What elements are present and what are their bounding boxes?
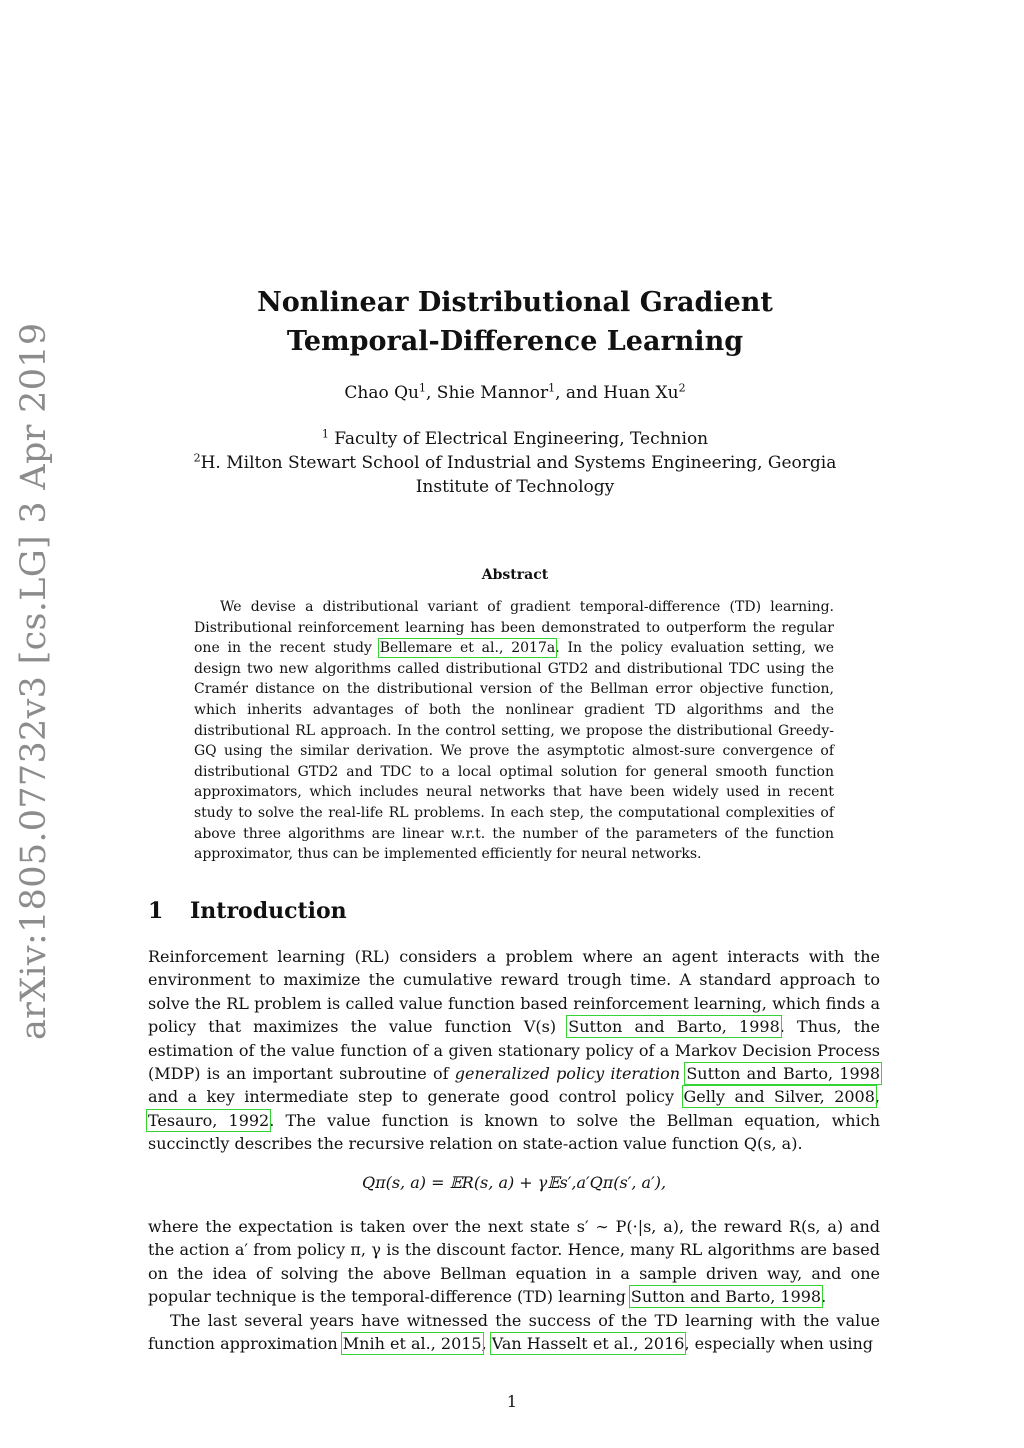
section-heading	[148, 898, 347, 924]
citation-link[interactable]: Tesauro, 1992	[148, 1110, 270, 1130]
author-name: , and Huan Xu	[555, 383, 679, 403]
affiliation-mark: 2	[193, 451, 201, 465]
intro-paragraph-2	[148, 1215, 880, 1355]
abstract-text: . In the policy evaluation setting, we design two new algorithms called distributional GTD2 and distributional TDC using the Cramér distance on the distributional version of the Bellman error objective function, which inherits advantages of both the nonlinear gradient TD algorithms and the distributional RL approach. In the control setting, we propose the distributional Greedy-GQ using the similar derivation. We prove the asymptotic almost-sure convergence of distributional GTD2 and TDC to a local optimal solution for general smooth function approximators, which includes neural networks that have been widely used in recent study to solve the real-life RL problems. In each step, the computational complexities of above three algorithms are linear w.r.t. the number of the parameters of the function approximator, thus can be implemented efficiently for neural networks.	[194, 640, 834, 863]
author-affiliation-mark: 1	[548, 381, 556, 395]
body-text: ,	[874, 1087, 881, 1107]
intro-paragraph-3	[148, 1309, 880, 1356]
paper-title-line-2: Temporal-Difference Learning	[286, 326, 744, 357]
page-number: 1	[506, 1392, 518, 1411]
paper-title-line-1: Nonlinear Distributional Gradient	[257, 287, 773, 318]
intro-paragraph-1	[148, 945, 880, 1156]
bellman-equation: Qπ(s, a) = 𝔼R(s, a) + γ𝔼s′,a′Qπ(s′, a′),	[361, 1173, 667, 1192]
affiliation-2	[150, 451, 880, 475]
citation-link[interactable]: Bellemare et al., 2017a	[379, 640, 556, 657]
citation-link[interactable]: Sutton and Barto, 1998	[568, 1017, 780, 1037]
author-name: , Shie Mannor	[426, 383, 549, 403]
citation-link[interactable]: Mnih et al., 2015	[342, 1334, 482, 1354]
emphasis-text: generalized policy iteration	[454, 1064, 681, 1084]
affiliation-1	[150, 427, 880, 451]
body-text: and a key intermediate step to generate good control policy	[148, 1087, 684, 1107]
citation-link[interactable]: Gelly and Silver, 2008	[683, 1087, 875, 1107]
body-text: . The value function is known to solve the Bellman equation, which succinctly describes the recursive relation on state-action value function Q(s, a).	[148, 1110, 880, 1154]
citation-link[interactable]: Van Hasselt et al., 2016	[491, 1334, 685, 1354]
abstract-heading: Abstract	[481, 567, 549, 583]
affiliation-2-continued: Institute of Technology	[415, 477, 615, 497]
citation-link[interactable]: Sutton and Barto, 1998	[686, 1064, 880, 1084]
affiliation-text: H. Milton Stewart School of Industrial and Systems Engineering, Georgia	[200, 453, 837, 473]
author-list	[150, 383, 880, 403]
author-name: Chao Qu	[344, 383, 419, 403]
affiliation-mark: 1	[321, 427, 329, 441]
body-text: Reinforcement learning (RL) considers a problem where an agent interacts with the environment to maximize the cumulative reward trough time. A standard approach to solve the RL problem is called value function based reinforcement learning, which finds a policy that maximizes the value function V(s)	[148, 947, 880, 1037]
abstract-body	[194, 597, 834, 865]
section-number: 1	[148, 898, 164, 924]
arxiv-identifier-stamp: arXiv:1805.07732v3 [cs.LG] 3 Apr 2019	[14, 322, 54, 1040]
body-text: where the expectation is taken over the next state s′ ∼ P(·|s, a), the reward R(s, a) and the action a′ from policy π, γ is the discount factor. Hence, many RL algorithms are based on the idea of solving the above Bellman equation in a sample driven way, and one popular technique is the temporal-difference (TD) learning	[148, 1217, 880, 1307]
author-affiliation-mark: 2	[678, 381, 686, 395]
body-text: .	[821, 1287, 827, 1307]
affiliation-text: Faculty of Electrical Engineering, Technion	[328, 429, 709, 449]
abstract-text: We devise a distributional variant of gradient temporal-difference (TD) learning. Distributional reinforcement learning has been demonstrated to outperform the regular one in the recent study	[194, 599, 834, 657]
citation-link[interactable]: Sutton and Barto, 1998	[630, 1287, 822, 1307]
author-affiliation-mark: 1	[419, 381, 426, 395]
body-text: , especially when using	[684, 1334, 874, 1354]
section-title: Introduction	[190, 898, 347, 924]
body-text: The last several years have witnessed the success of the TD learning with the value function approximation	[148, 1310, 880, 1354]
body-text: ,	[481, 1334, 492, 1354]
body-text: . Thus, the estimation of the value function of a given stationary policy of a Markov Decision Process (MDP) is an important subroutine of	[148, 1017, 880, 1084]
